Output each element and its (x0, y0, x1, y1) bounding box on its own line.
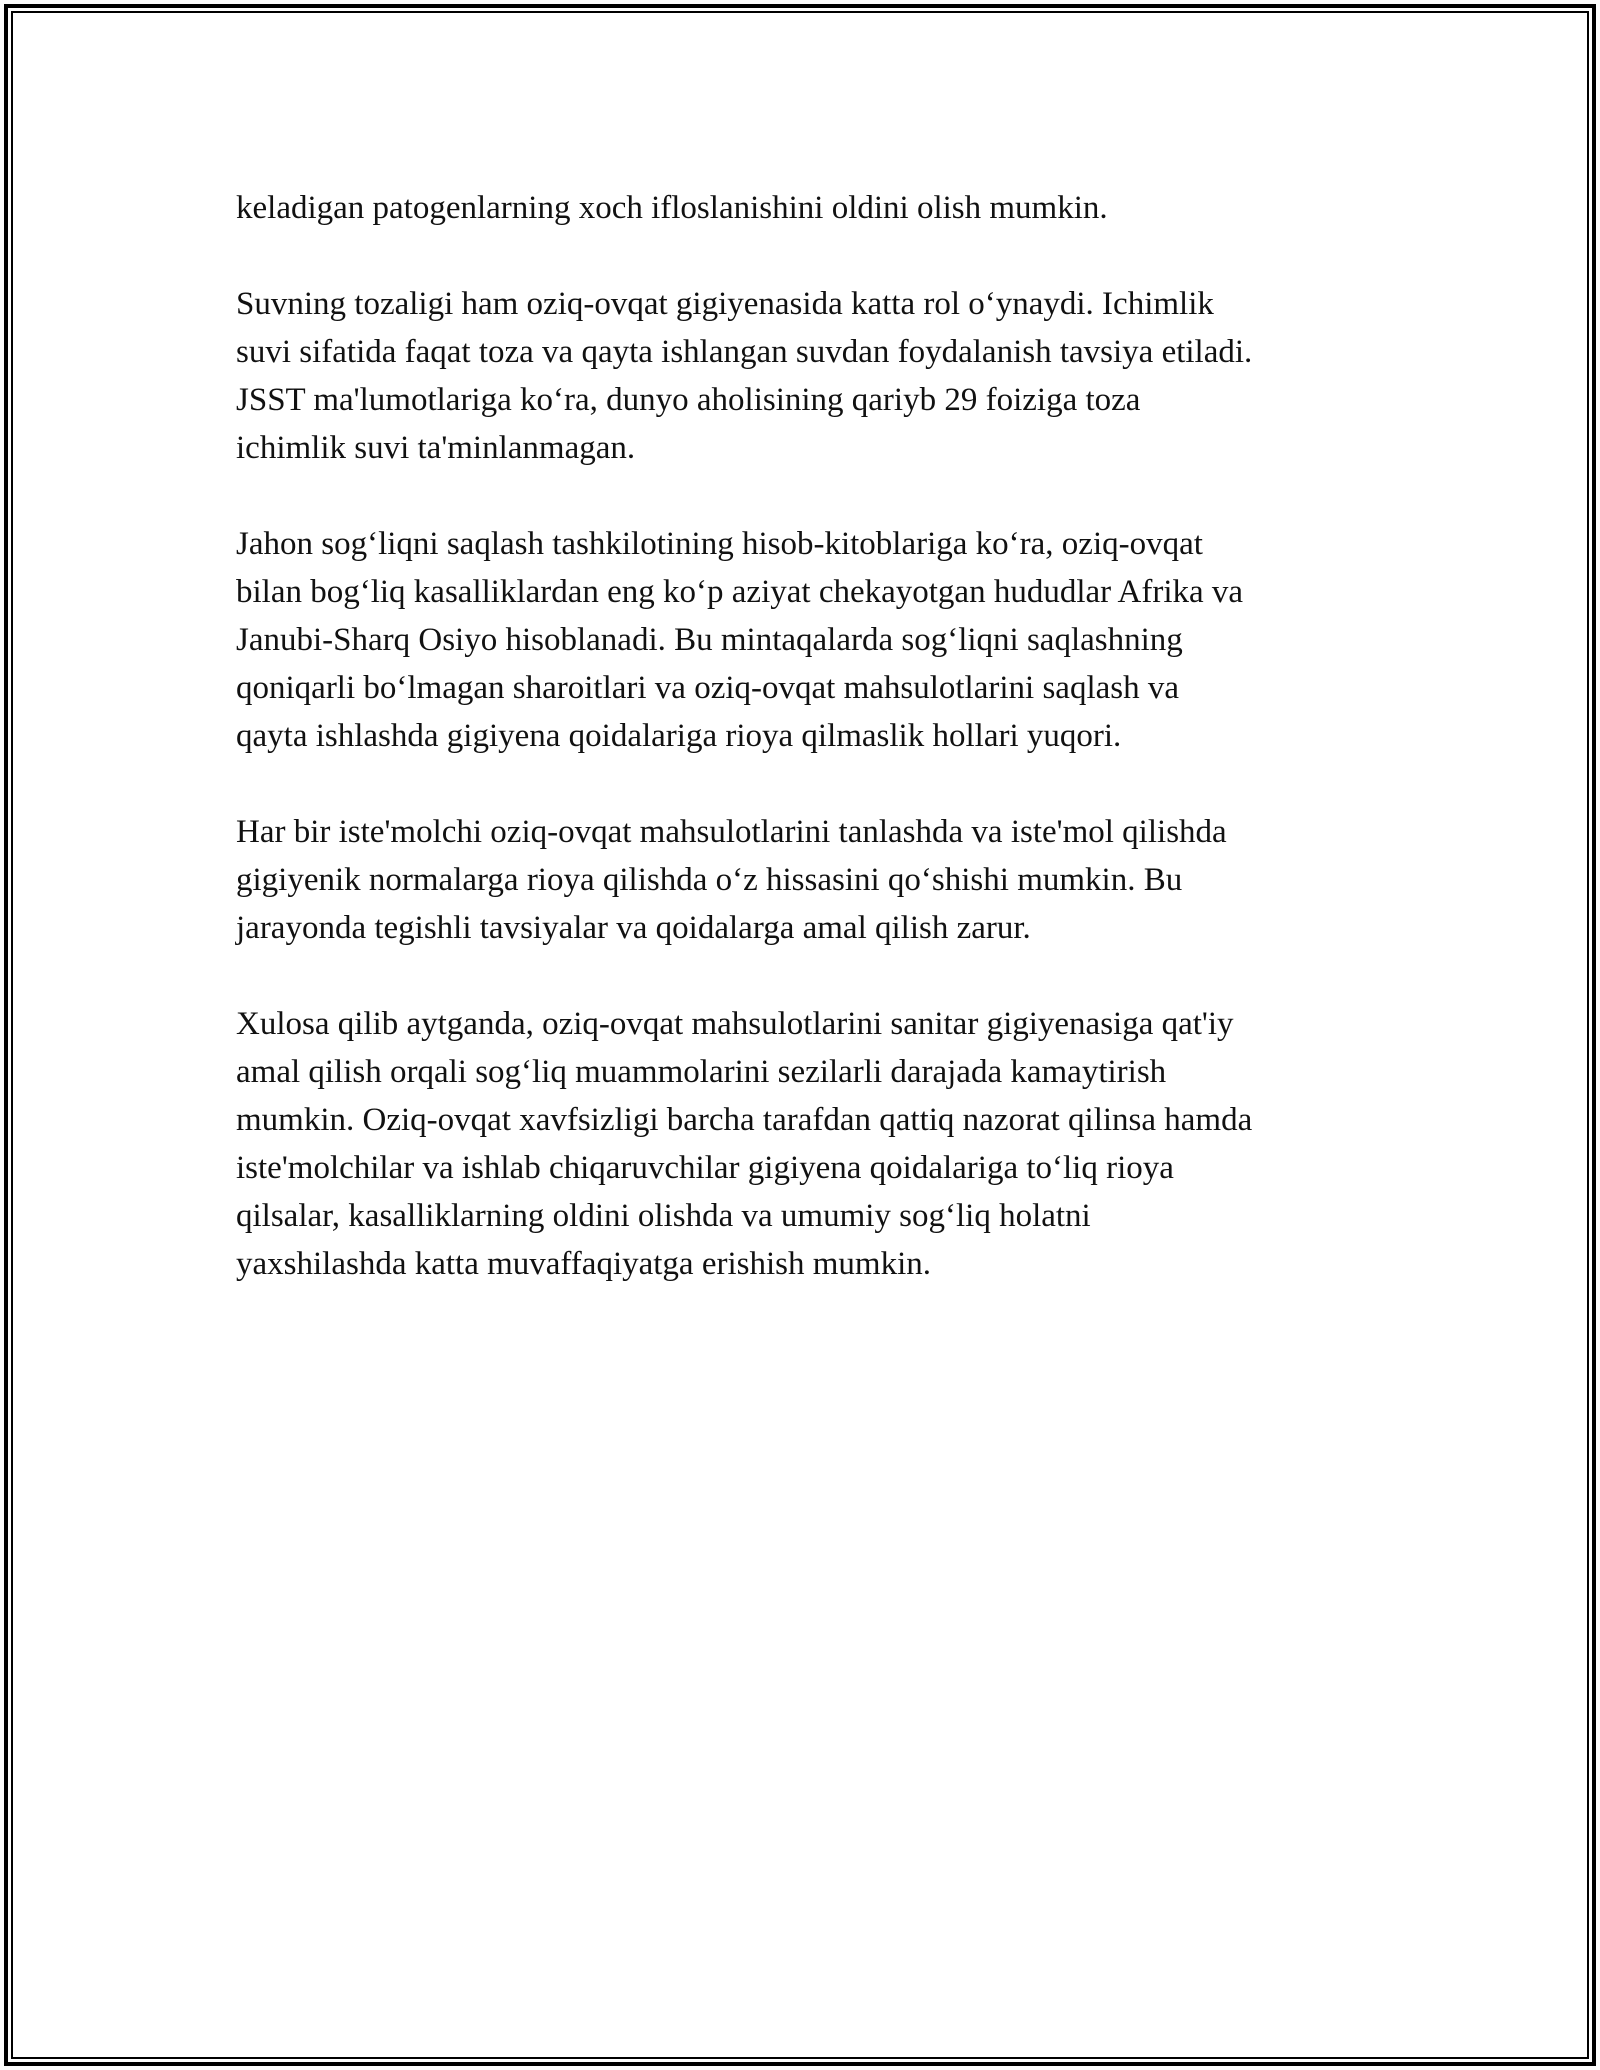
paragraph-continuation: keladigan patogenlarning xoch ifloslanishini oldini olish mumkin. (236, 190, 1108, 226)
paragraph-water-purity: Suvning tozaligi ham oziq-ovqat gigiyenasida katta rol o‘ynaydi. Ichimlik suvi sifatida faqat toza va qayta ishlangan suvdan foydalanish tavsiya etiladi. JSST ma'lumotlariga ko‘ra, dunyo aholisining qariyb 29 foiziga toza ichimlik suvi ta'minlanmagan. (236, 286, 1253, 466)
paragraph-consumer-role: Har bir iste'molchi oziq-ovqat mahsulotlarini tanlashda va iste'mol qilishda gigiyenik normalarga rioya qilishda o‘z hissasini qo‘shishi mumkin. Bu jarayonda tegishli tavsiyalar va qoidalarga amal qilish zarur. (236, 814, 1227, 946)
paragraph-conclusion: Xulosa qilib aytganda, oziq-ovqat mahsulotlarini sanitar gigiyenasiga qat'iy amal qilish orqali sog‘liq muammolarini sezilarli darajada kamaytirish mumkin. Oziq-ovqat xavfsizligi barcha tarafdan qattiq nazorat qilinsa hamda iste'molchilar va ishlab chiqaruvchilar gigiyena qoidalariga to‘liq rioya qilsalar, kasalliklarning oldini olishda va umumiy sog‘liq holatni yaxshilashda katta muvaffaqiyatga erishish mumkin. (236, 1006, 1253, 1282)
paragraph-who-regions: Jahon sog‘liqni saqlash tashkilotining hisob-kitoblariga ko‘ra, oziq-ovqat bilan bog‘liq kasalliklardan eng ko‘p aziyat chekayotgan hududlar Afrika va Janubi-Sharq Osiyo hisoblanadi. Bu mintaqalarda sog‘liqni saqlashning qoniqarli bo‘lmagan sharoitlari va oziq-ovqat mahsulotlarini saqlash va qayta ishlashda gigiyena qoidalariga rioya qilmaslik hollari yuqori. (236, 526, 1244, 754)
document-body (236, 184, 1376, 1336)
